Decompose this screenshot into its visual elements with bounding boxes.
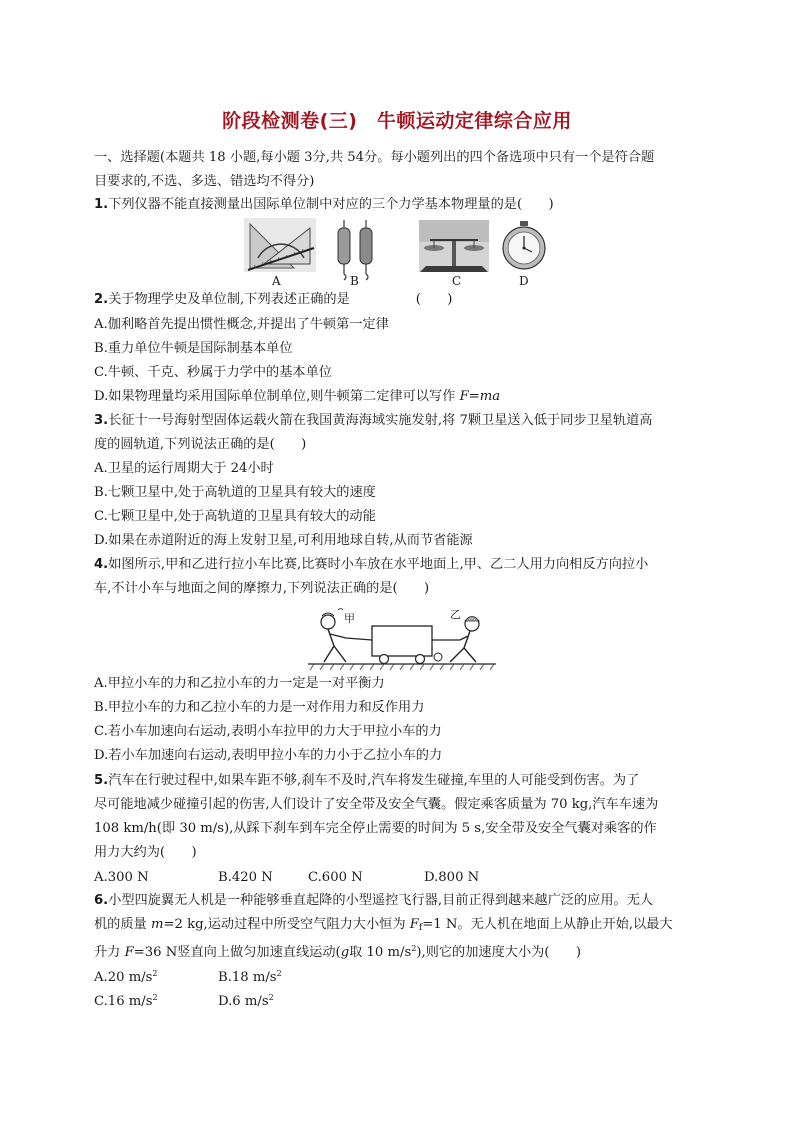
question-number: 2. [94,292,109,307]
option-text: A.20 m/s [94,970,153,985]
superscript-2: 2 [268,993,274,1002]
superscript-2: 2 [276,969,282,978]
question-6-stem-line3 [94,941,704,961]
figure-label-d: D [519,274,529,288]
superscript-2: 2 [152,969,158,978]
question-4-option-d: D.若小车加速向右运动,表明甲拉小车的力小于乙拉小车的力 [94,748,443,763]
figure-label-jia: 甲 [344,612,355,625]
option-text: C.16 m/s [94,994,153,1009]
option-text: D.6 m/s [218,994,269,1009]
question-6-option-d [218,990,274,1010]
question-4-option-a: A.甲拉小车的力和乙拉小车的力一定是一对平衡力 [94,676,385,691]
question-3-option-d: D.如果在赤道附近的海上发射卫星,可利用地球自转,从而节省能源 [94,533,473,548]
question-5-stem-line3: 108 km/h(即 30 m/s),从踩下刹车到车完全停止需要的时间为 5 s,安全带及安全气囊对乘客的作 [94,821,657,836]
question-5-option-d: D.800 N [424,870,480,885]
symbol-f: F [124,945,134,960]
question-3-stem-line2: 度的圆轨道,下列说法正确的是( ) [94,437,307,452]
question-text: 如图所示,甲和乙进行拉小车比赛,比赛时小车放在水平地面上,甲、乙二人用力向相反方向拉小 [108,557,649,572]
question-5-stem-line2: 尽可能地减少碰撞引起的伤害,人们设计了安全带及安全气囊。假定乘客质量为 70 kg,汽车车速为 [94,797,659,812]
question-5-stem-line1 [94,773,704,789]
figure-label-b: B [350,274,359,288]
text-fragment: 升力 [94,945,125,960]
symbol-f: F [409,917,419,932]
question-text: 长征十一号海射型固体运载火箭在我国黄海海域实施发射,将 7颗卫星送入低于同步卫星轨道高 [108,413,653,428]
question-2-option-d [94,389,704,405]
question-6-options-row2 [94,990,704,1010]
figure-label-yi: 乙 [450,608,461,621]
figure-label-c: C [452,274,462,288]
spring-scale-image [338,220,372,280]
ruler-triangle-image [244,218,316,272]
tug-cart-figure [300,606,500,672]
text-fragment: =2 kg,运动过程中所受空气阻力大小恒为 [163,917,410,932]
question-number: 5. [94,773,109,788]
superscript-2: 2 [411,944,417,953]
question-text: 下列仪器不能直接测量出国际单位制中对应的三个力学基本物理量的是( ) [108,197,554,212]
question-number: 3. [94,413,109,428]
question-text: 小型四旋翼无人机是一种能够垂直起降的小型遥控飞行器,目前正得到越来越广泛的应用。无人 [108,893,654,908]
option-text: B.18 m/s [218,970,277,985]
text-fragment: =1 N。无人机在地面上从静止开始,以最大 [422,917,673,932]
instruments-figure [244,218,564,288]
question-6-options-row1 [94,966,704,986]
stopwatch-image [503,221,545,269]
question-number: 1. [94,197,109,212]
question-4-option-c: C.若小车加速向右运动,表明小车拉甲的力大于甲拉小车的力 [94,724,442,739]
question-3-option-a: A.卫星的运行周期大于 24小时 [94,461,274,476]
formula: F=ma [459,389,501,404]
question-text: 汽车在行驶过程中,如果车距不够,刹车不及时,汽车将发生碰撞,车里的人可能受到伤害。为了 [108,773,640,788]
section-instruction-line2: 目要求的,不选、多选、错选均不得分) [94,174,315,189]
question-6-option-c [94,994,158,1009]
question-5-option-b: B.420 N [218,870,273,885]
text-fragment: 取 10 m/s [349,945,412,960]
question-5-option-a: A.300 N [94,870,149,885]
question-2-option-a: A.伽利略首先提出惯性概念,并提出了牛顿第一定律 [94,317,389,332]
figure-label-a: A [272,274,281,288]
question-3-option-c: C.七颗卫星中,处于高轨道的卫星具有较大的动能 [94,509,376,524]
question-4-stem-line2: 车,不计小车与地面之间的摩擦力,下列说法正确的是( ) [94,581,430,596]
question-number: 4. [94,557,109,572]
section-instruction-line1: 一、选择题(本题共 18 小题,每小题 3分,共 54分。每小题列出的四个备选项中只有一个是符合题 [94,150,655,165]
question-2-stem [94,292,704,308]
question-4-stem-line1 [94,557,704,573]
text-fragment: ),则它的加速度大小为( ) [416,945,582,960]
question-1-stem [94,197,704,213]
question-number: 6. [94,893,109,908]
page-title: 阶段检测卷(三) 牛顿运动定律综合应用 [222,110,572,132]
tug-cart-illustration [300,606,500,672]
balance-scale-image [419,220,489,272]
question-2-option-b: B.重力单位牛顿是国际制基本单位 [94,341,293,356]
instruments-illustration [244,218,564,288]
option-text: D.如果物理量均采用国际单位制单位,则牛顿第二定律可以写作 [94,389,460,404]
question-3-option-b: B.七颗卫星中,处于高轨道的卫星具有较大的速度 [94,485,376,500]
subscript-f: f [418,923,423,933]
question-6-option-a [94,970,158,985]
question-5-option-c: C.600 N [308,870,363,885]
text-fragment: 机的质量 [94,917,151,932]
symbol-m: m [150,917,164,932]
question-5-stem-line4: 用力大约为( ) [94,845,197,860]
question-6-stem-line1 [94,893,704,909]
question-6-option-b [218,966,282,986]
question-6-stem-line2 [94,917,704,936]
symbol-g: g [340,945,350,960]
question-5-options [94,870,704,886]
question-text: 关于物理学史及单位制,下列表述正确的是 ( ) [108,292,453,307]
text-fragment: =36 N竖直向上做匀加速直线运动( [133,945,341,960]
question-2-option-c: C.牛顿、千克、秒属于力学中的基本单位 [94,365,332,380]
superscript-2: 2 [152,993,158,1002]
question-4-option-b: B.甲拉小车的力和乙拉小车的力是一对作用力和反作用力 [94,700,425,715]
question-3-stem-line1 [94,413,704,429]
